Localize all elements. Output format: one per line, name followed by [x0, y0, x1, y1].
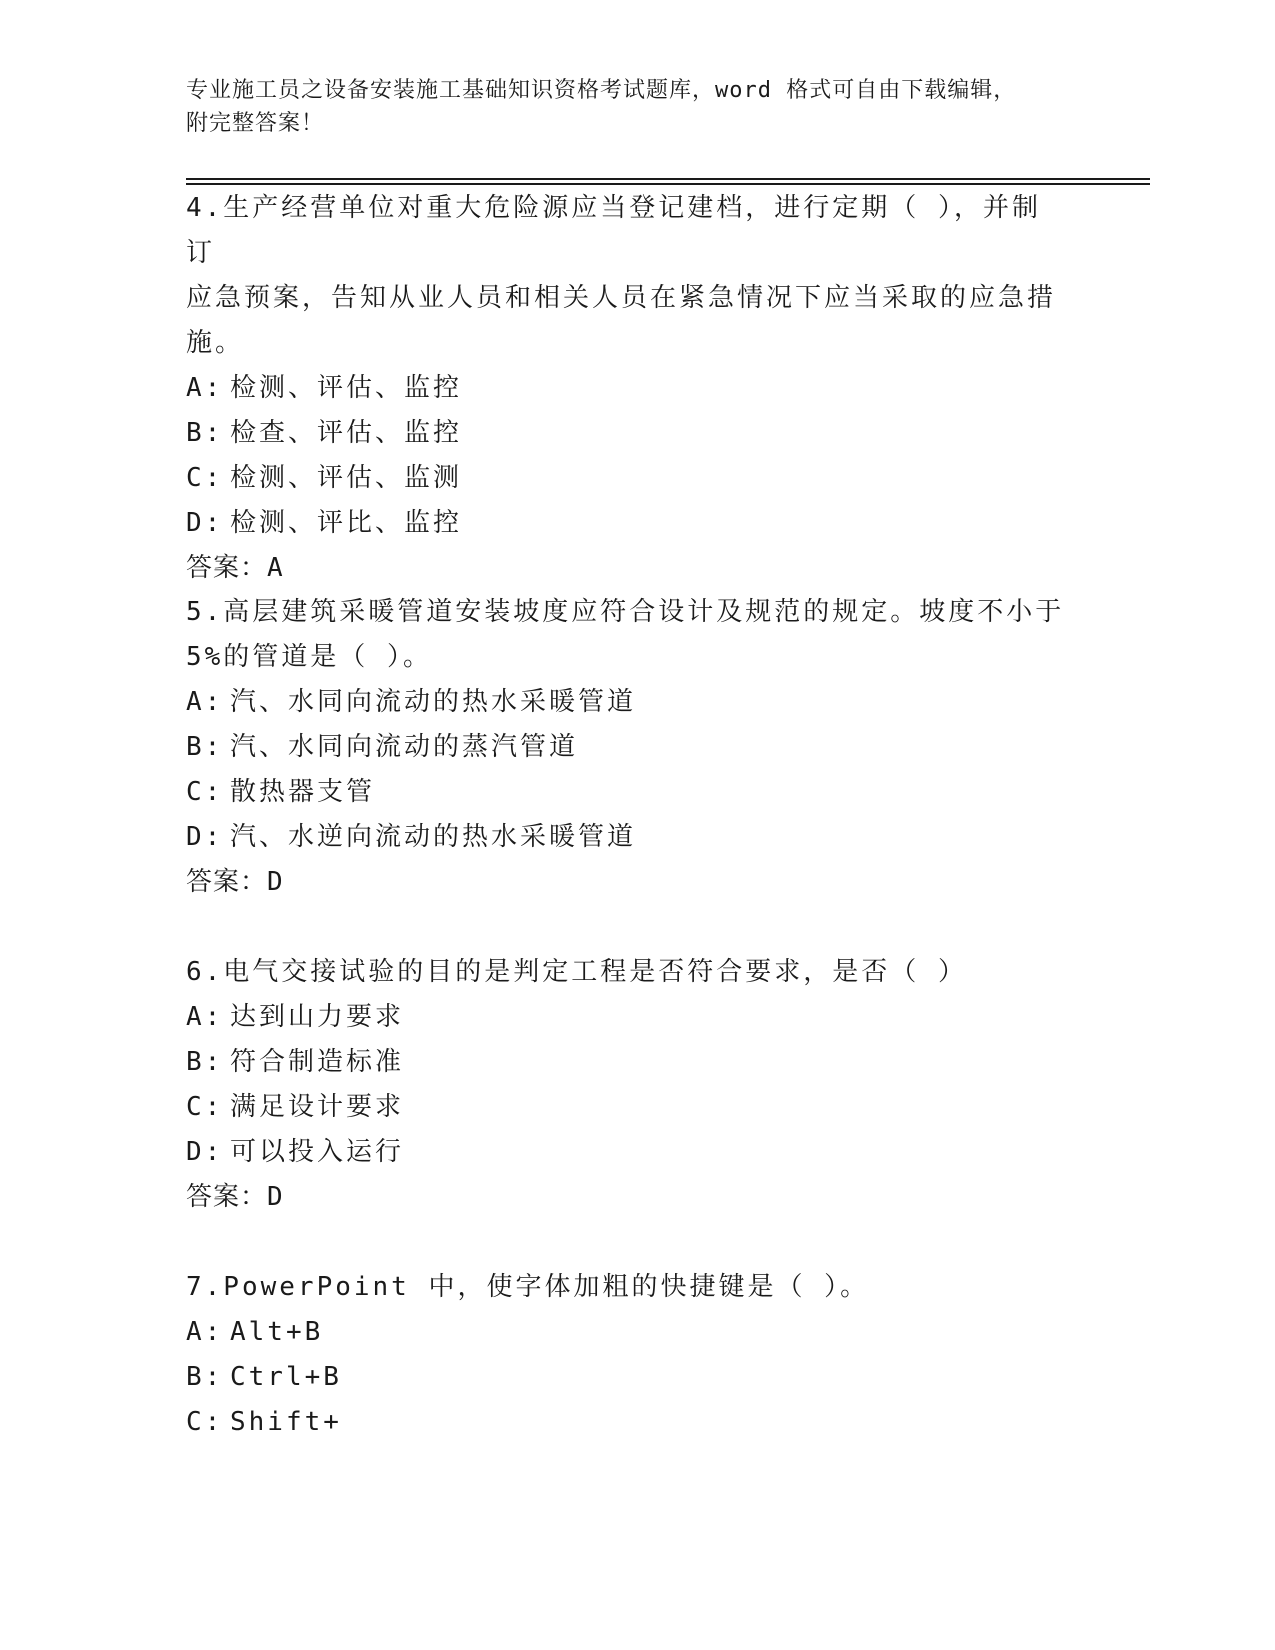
option-text: 检测、评估、监测	[230, 463, 463, 493]
option-text: Alt+B	[230, 1317, 324, 1347]
answer-label: 答案：	[186, 867, 268, 897]
option-c	[186, 1085, 1066, 1130]
document-header	[186, 74, 1086, 140]
option-key: A:	[186, 687, 224, 717]
option-key: C:	[186, 1092, 224, 1122]
header-line-2: 附完整答案！	[186, 111, 325, 136]
option-d	[186, 501, 1066, 546]
option-c	[186, 456, 1066, 501]
option-text: 满足设计要求	[230, 1092, 405, 1122]
answer-label: 答案：	[186, 553, 268, 583]
answer-line	[186, 860, 1066, 905]
header-divider-bottom	[186, 183, 1150, 185]
option-text: 检查、评估、监控	[230, 418, 463, 448]
option-c	[186, 1400, 1066, 1445]
answer-line	[186, 1175, 1066, 1220]
question-stem-line: 5%的管道是（ ）。	[186, 642, 432, 672]
option-text: 符合制造标准	[230, 1047, 405, 1077]
option-key: D:	[186, 1137, 224, 1167]
option-text: 散热器支管	[230, 777, 376, 807]
answer-line	[186, 546, 1066, 591]
option-c	[186, 770, 1066, 815]
option-key: A:	[186, 1002, 224, 1032]
option-text: Ctrl+B	[230, 1362, 342, 1392]
answer-label: 答案：	[186, 1182, 268, 1212]
option-text: 检测、评估、监控	[230, 373, 463, 403]
option-key: C:	[186, 463, 224, 493]
question-stem-line: 7.PowerPoint 中，使字体加粗的快捷键是（ ）。	[186, 1272, 870, 1302]
question-stem-line: 4.生产经营单位对重大危险源应当登记建档，进行定期（ ），并制订	[186, 193, 1041, 268]
question-6	[186, 950, 1066, 1220]
option-text: 汽、水同向流动的蒸汽管道	[230, 732, 579, 762]
question-stem-line: 施。	[186, 328, 245, 358]
option-b	[186, 1040, 1066, 1085]
option-key: D:	[186, 508, 224, 538]
option-text: 可以投入运行	[230, 1137, 405, 1167]
option-key: A:	[186, 373, 224, 403]
option-key: B:	[186, 1047, 224, 1077]
option-key: C:	[186, 1407, 224, 1437]
option-key: D:	[186, 822, 224, 852]
option-key: C:	[186, 777, 224, 807]
question-4	[186, 186, 1066, 591]
option-b	[186, 411, 1066, 456]
question-stem-line: 6.电气交接试验的目的是判定工程是否符合要求，是否（ ）	[186, 957, 967, 987]
question-stem-line: 5.高层建筑采暖管道安装坡度应符合设计及规范的规定。坡度不小于	[186, 597, 1065, 627]
question-stem-line: 应急预案，告知从业人员和相关人员在紧急情况下应当采取的应急措	[186, 283, 1057, 313]
option-text: 汽、水逆向流动的热水采暖管道	[230, 822, 637, 852]
answer-value: A	[267, 553, 284, 583]
option-key: B:	[186, 1362, 224, 1392]
option-key: A:	[186, 1317, 224, 1347]
question-7	[186, 1265, 1066, 1445]
option-text: Shift+	[230, 1407, 342, 1437]
option-b	[186, 725, 1066, 770]
option-a	[186, 366, 1066, 411]
question-5	[186, 590, 1066, 905]
option-a	[186, 995, 1066, 1040]
option-b	[186, 1355, 1066, 1400]
option-d	[186, 815, 1066, 860]
header-divider-top	[186, 178, 1150, 180]
option-text: 检测、评比、监控	[230, 508, 463, 538]
option-key: B:	[186, 732, 224, 762]
option-key: B:	[186, 418, 224, 448]
option-text: 汽、水同向流动的热水采暖管道	[230, 687, 637, 717]
option-d	[186, 1130, 1066, 1175]
option-a	[186, 680, 1066, 725]
option-text: 达到山力要求	[230, 1002, 405, 1032]
option-a	[186, 1310, 1066, 1355]
header-line-1: 专业施工员之设备安装施工基础知识资格考试题库，word 格式可自由下载编辑，	[186, 78, 1017, 103]
answer-value: D	[267, 1182, 284, 1212]
answer-value: D	[267, 867, 284, 897]
